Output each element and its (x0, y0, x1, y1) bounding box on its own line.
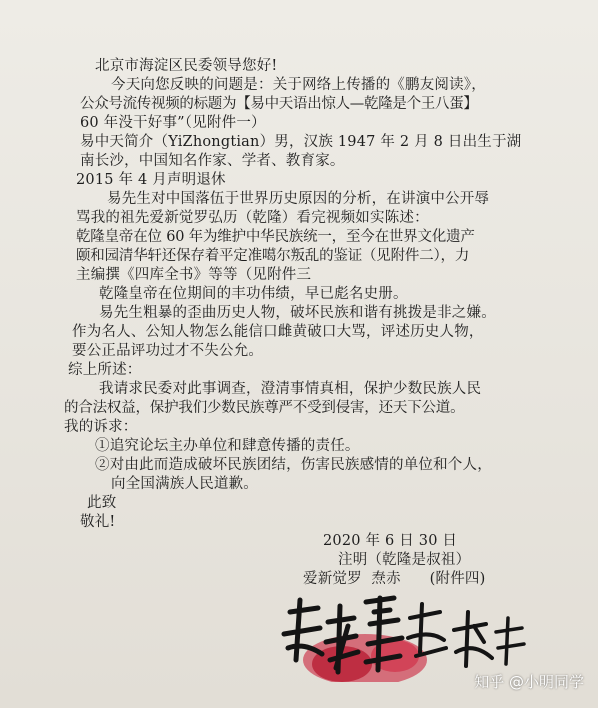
body-line: 作为名人、公知人物怎么能信口雌黄破口大骂，评述历史人物， (72, 324, 484, 340)
body-line: 易中天简介（YiZhongtian）男，汉族 1947 年 2 月 8 日出生于湖 (80, 134, 522, 150)
closing-line: 敬礼! (80, 514, 116, 530)
body-line: 乾隆皇帝在位期间的丰功伟绩，早已彪名史册。 (99, 286, 408, 302)
body-line: 易先生对中国落伍于世界历史原因的分析，在讲演中公开辱 (107, 191, 490, 207)
body-line: 易先生粗暴的歪曲历史人物，破坏民族和谐有挑拨是非之嫌。 (99, 305, 496, 321)
letter-date: 2020 年 6 日 30 日 (323, 533, 458, 549)
appeal-item: ①追究论坛主办单位和肆意传播的责任。 (95, 438, 360, 454)
body-line: 综上所述： (68, 362, 142, 378)
body-line: 要公正品评功过才不失公允。 (72, 343, 264, 359)
body-line: 今天向您反映的问题是：关于网络上传播的《鹏友阅读》， (111, 77, 486, 93)
body-line: 60 年没干好事”（见附件一） (80, 115, 266, 131)
greeting-line: 北京市海淀区民委领导您好! (95, 58, 278, 74)
body-line: 乾隆皇帝在位 60 年为维护中华民族统一，至今在世界文化遗产 (76, 229, 475, 245)
letter-note: 注明（乾隆是叔祖） (338, 552, 471, 568)
red-seal-stamp (303, 634, 427, 682)
body-line: 颐和园清华轩还保存着平定准噶尔叛乱的鉴证（见附件二），力 (76, 248, 470, 264)
signer-line: 爱新觉罗 焘赤 (附件四) (303, 571, 486, 587)
signature-drawing (270, 582, 530, 682)
body-line: 骂我的祖先爱新觉罗弘历（乾隆）看完视频如实陈述： (76, 210, 429, 226)
body-line: 我请求民委对此事调查，澄清事情真相，保护少数民族人民 (99, 381, 482, 397)
body-line: 主编撰《四库全书》等等（见附件三 (76, 267, 312, 283)
body-line: 我的诉求： (64, 419, 138, 435)
closing-line: 此致 (87, 495, 117, 511)
body-line: 2015 年 4 月声明退休 (76, 172, 226, 188)
zhihu-watermark: 知乎 @小明同学 (474, 673, 584, 691)
appeal-item-continued: 向全国满族人民道歉。 (111, 476, 258, 492)
body-line: 公众号流传视频的标题为【易中天语出惊人—乾隆是个王八蛋】 (80, 96, 478, 112)
handwritten-signature (270, 582, 530, 682)
appeal-item: ②对由此而造成破坏民族团结，伤害民族感情的单位和个人， (95, 457, 492, 473)
body-line: 南长沙，中国知名作家、学者、教育家。 (80, 153, 345, 169)
body-line: 的合法权益，保护我们少数民族尊严不受到侵害，还天下公道。 (64, 400, 465, 416)
